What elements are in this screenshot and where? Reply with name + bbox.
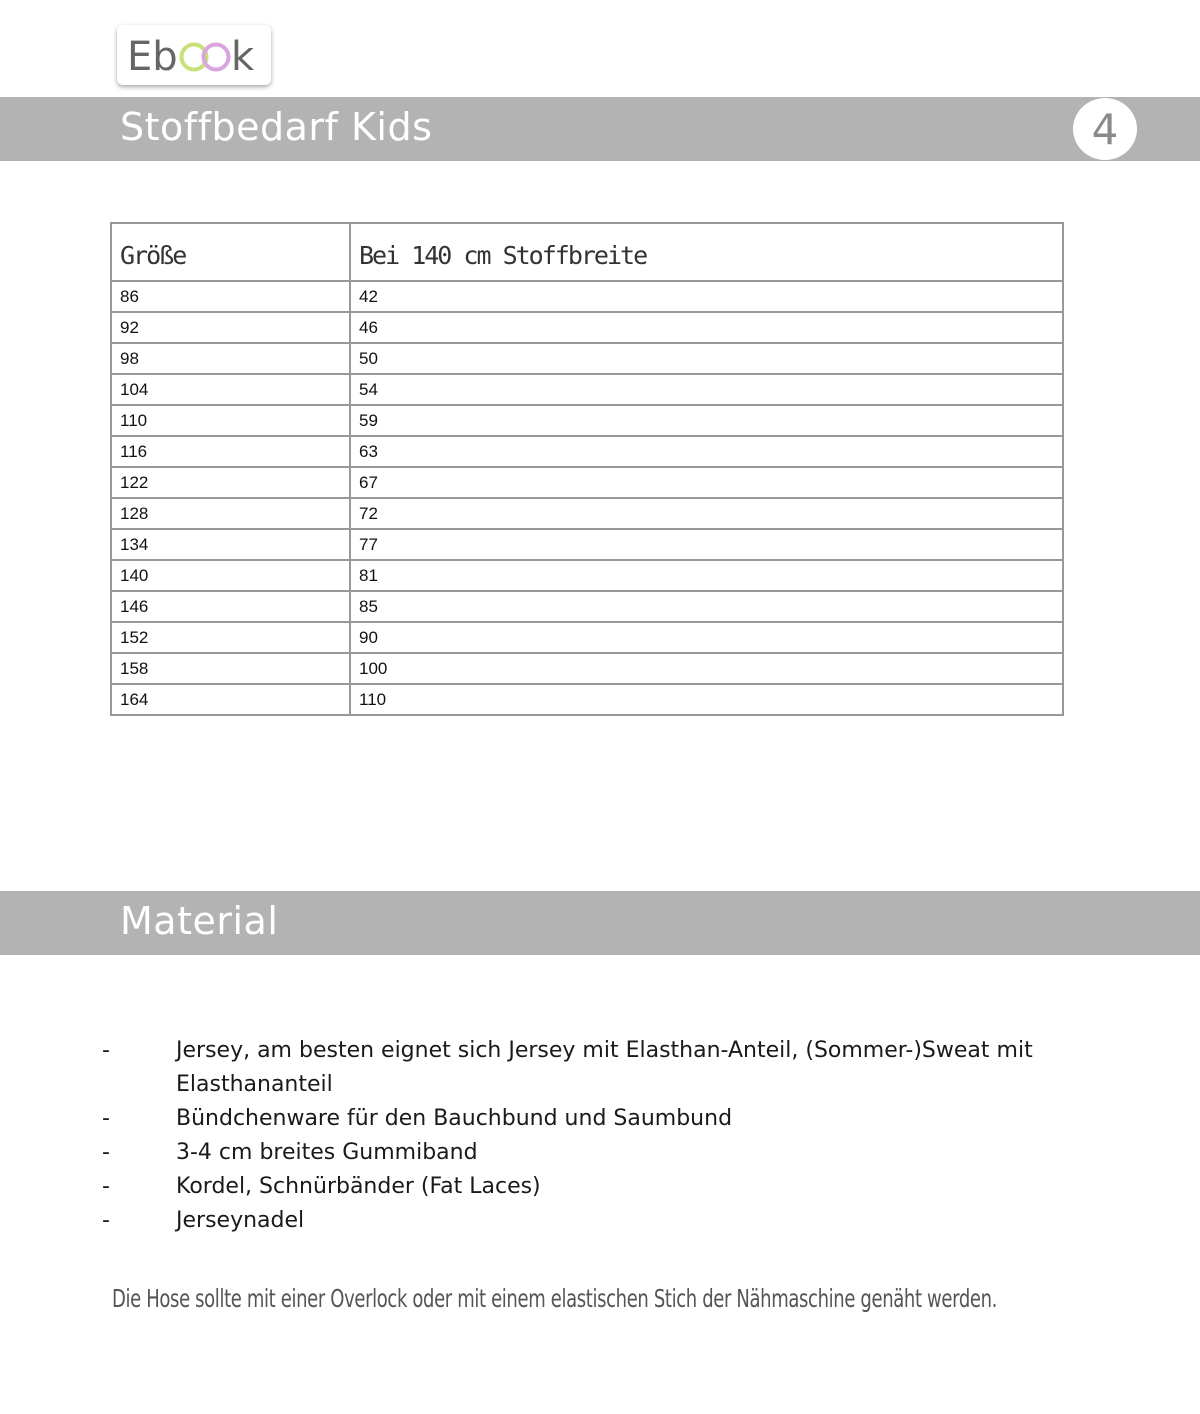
table-row [111,529,1063,560]
table-row [111,591,1063,622]
page-title: Stoffbedarf Kids [120,105,433,149]
table-row [111,560,1063,591]
list-item [100,1204,1100,1238]
table-header-row [111,223,1063,281]
table-row [111,343,1063,374]
cell-fabric-length: 72 [350,498,1063,529]
cell-size: 86 [111,281,350,312]
material-title: Material [120,899,279,943]
sewing-note: Die Hose sollte mit einer Overlock oder mit einem elastischen Stich der Nähmaschine genäht werden. [112,1284,998,1313]
table-row [111,281,1063,312]
cell-fabric-length: 54 [350,374,1063,405]
cell-fabric-length: 110 [350,684,1063,715]
material-item-text: Jerseynadel [176,1208,305,1233]
column-header-size: Größe [111,223,350,281]
cell-size: 140 [111,560,350,591]
material-item-text: 3-4 cm breites Gummiband [176,1140,478,1165]
table-row [111,653,1063,684]
material-item-text: Bündchenware für den Bauchbund und Saumbund [176,1106,733,1131]
cell-size: 128 [111,498,350,529]
cell-fabric-length: 46 [350,312,1063,343]
table-row [111,684,1063,715]
column-header-fabric-width: Bei 140 cm Stoffbreite [350,223,1063,281]
cell-size: 134 [111,529,350,560]
table-body [111,281,1063,715]
header-band [0,97,1200,161]
bullet-dash: - [102,1140,110,1165]
cell-fabric-length: 67 [350,467,1063,498]
cell-size: 146 [111,591,350,622]
ebook-logo-graphic [117,25,271,85]
cell-size: 152 [111,622,350,653]
cell-fabric-length: 50 [350,343,1063,374]
bullet-dash: - [102,1174,110,1199]
table-row [111,467,1063,498]
cell-fabric-length: 59 [350,405,1063,436]
table-row [111,498,1063,529]
cell-fabric-length: 77 [350,529,1063,560]
cell-fabric-length: 42 [350,281,1063,312]
list-item [100,1034,1100,1102]
table-row [111,622,1063,653]
cell-fabric-length: 90 [350,622,1063,653]
list-item [100,1136,1100,1170]
material-band [0,891,1200,955]
cell-size: 92 [111,312,350,343]
cell-fabric-length: 63 [350,436,1063,467]
table-row [111,405,1063,436]
material-list [100,1034,1100,1238]
cell-fabric-length: 100 [350,653,1063,684]
fabric-requirement-table [110,222,1064,716]
cell-size: 104 [111,374,350,405]
bullet-dash: - [102,1106,110,1131]
cell-size: 164 [111,684,350,715]
cell-size: 116 [111,436,350,467]
cell-size: 122 [111,467,350,498]
page-number-badge: 4 [1073,98,1137,160]
table-row [111,374,1063,405]
cell-size: 158 [111,653,350,684]
cell-size: 98 [111,343,350,374]
ebook-logo [117,25,271,85]
bullet-dash: - [102,1038,110,1063]
bullet-dash: - [102,1208,110,1233]
table-row [111,312,1063,343]
material-item-text: Kordel, Schnürbänder (Fat Laces) [176,1174,541,1199]
cell-size: 110 [111,405,350,436]
material-item-text: Jersey, am besten eignet sich Jersey mit Elasthan-Anteil, (Sommer-)Sweat mit Elasthananteil [176,1038,1033,1097]
table-row [111,436,1063,467]
logo-text-prefix: Eb [127,34,178,80]
logo-text-suffix: k [231,34,255,80]
cell-fabric-length: 81 [350,560,1063,591]
cell-fabric-length: 85 [350,591,1063,622]
list-item [100,1170,1100,1204]
list-item [100,1102,1100,1136]
